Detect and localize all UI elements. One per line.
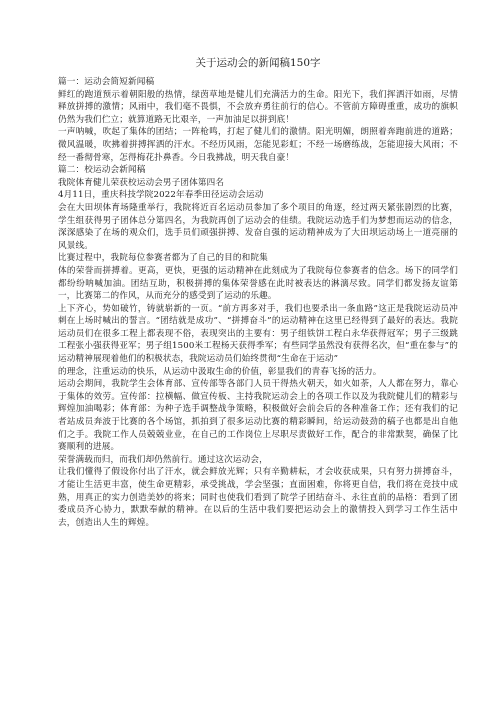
paragraph: 会在大田坝体育场隆重举行，我院将近百名运动员参加了多个项目的角逐，经过两天紧张剧烈的比赛，学生组获得男子团体总分第四名，为我院再创了运动会的佳绩。我院运动选手们为梦想而运动的信念，深深感染了在场的观众们，选手员们顽强拼搏、发奋自强的运动精神成为了大田坝运动场上一道亮丽的风景线。 bbox=[58, 202, 458, 251]
paragraph: 鲜红的跑道预示着朝阳般的热情，绿茵草地是健儿们充满活力的生命。阳光下，我们挥洒汗如雨，尽情释放拼搏的激情；风雨中，我们毫不畏惧，不会放弃勇往前行的信心。不管前方障碍重重，成功的旗帜仍然为我们伫立；就算道路无比艰辛，一声加油足以拼到底！ bbox=[58, 89, 458, 125]
paragraph: 一声呐喊，吹起了集体的团结；一阵枪鸣，打起了健儿们的激情。阳光明媚，朗照着奔跑前进的道路；微风温暖，吹拂着拼搏挥洒的汗水。不经历风雨，怎能见彩虹；不经一场磨练战，怎能迎接大风雨；不经一番彻骨寒，怎得梅花扑鼻香。今日我拂战，明天我自豪！ bbox=[58, 127, 458, 163]
section-heading-2: 篇二：校运动会新闻稿 bbox=[58, 165, 146, 176]
paragraph: 荣誉满载而归，而我们却仍然前行。通过这次运动会， bbox=[58, 454, 268, 465]
paragraph: 上下齐心，势如破竹，铸就崭新的一页。“前方再多对手，我们也要杀出一条血路”这正是我院运动员冲刺在上场时喊出的誓言。“团结就是成功”、“拼搏奋斗”的运动精神在这里已经得到了最好的表达。我院运动员们在很多工程上都表现不俗，表现突出的主要有：男子组铁饼工程白永华获得冠军；男子三级跳工程张小强获得亚军；男子组1500米工程杨天获得季军；有些同学虽然没有获得名次，但“重在参与”的运动精神展现着他们的积极状态，我院运动员们始终贯彻“生命在于运动” bbox=[58, 303, 458, 365]
section-heading-1: 篇一：运动会简短新闻稿 bbox=[58, 77, 155, 87]
paragraph: 的理念，注重运动的快乐，从运动中汲取生命的价值，彰显我们的青春飞扬的活力。 bbox=[58, 366, 382, 377]
paragraph: 让我们懂得了假设你付出了汗水，就会鲜放光辉；只有辛勤耕耘，才会收获成果，只有努力拼搏奋斗，才能让生活更丰富，使生命更精彩，承受挑战，学会坚强；直面困难，你将更自信，我们将在竞技中成熟，用真正的实力创造美妙的将来；同时也使我们看到了院学子团结奋斗、永往直前的品格：看到了团委成员齐心协力，默默奉献的精神。在以后的生活中我们要把运动会上的激情投入到学习工作生活中去，创造出人生的辉煌。 bbox=[58, 467, 458, 528]
paragraph: 运动会期间，我院学生会体育部、宣传部等各部门人员干得热火朝天，如火如荼，人人都在努力，靠心于集体的效劳。宣传部：拉横幅、做宣传板、主持我院运动会上的各项工作以及为我院健儿们的精彩与辉煌加油喝彩；体育部：为种子选手调整战争策略，积极做好会前会后的各种准备工作；还有我们的记者站成员奔波于比赛的各个场馆，抓拍到了很多运动比赛的精彩瞬间，给运动鼓劲的稿子也都是出自他们之手。我院工作人员兢兢业业，在自己的工作岗位上尽职尽责做好工作，配合的非常默契，确保了比赛顺利的进展。 bbox=[58, 379, 458, 453]
news-headline: 我院体育健儿荣获校运动会男子团体第四名 bbox=[58, 177, 225, 188]
document-title: 关于运动会的新闻稿150字 bbox=[195, 57, 321, 69]
paragraph: 4月11日，重庆科技学院2022年春季田径运动会运动 bbox=[58, 190, 264, 201]
paragraph: 体的荣誉而拼搏着。更高，更快，更强的运动精神在此刻成为了我院每位参赛者的信念。场下的同学们都纷纷呐喊加油。团结互助，积极拼搏的集体荣誉感在此时被表达的淋漓尽致。同学们都发扬友谊第一，比赛第二的作风，从而充分的感受到了运动的乐趣。 bbox=[58, 265, 458, 302]
paragraph: 比赛过程中，我院每位参赛者都为了自己的目的和院集 bbox=[58, 253, 268, 264]
